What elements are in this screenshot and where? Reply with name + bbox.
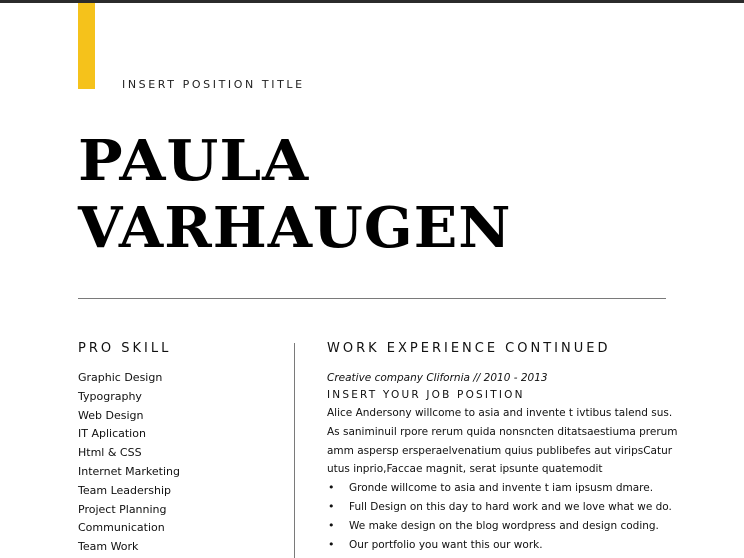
- skill-item: Communication: [78, 521, 165, 535]
- header-divider: [78, 298, 666, 299]
- skill-item: Typography: [78, 389, 142, 403]
- skill-item: Internet Marketing: [78, 464, 180, 478]
- accent-bar: [78, 3, 95, 89]
- name-first: PAULA: [78, 128, 310, 194]
- bullet-item: • We make design on the blog wordpress and design coding.: [327, 517, 687, 536]
- position-title: INSERT POSITION TITLE: [122, 78, 305, 91]
- skill-item: Graphic Design: [78, 371, 163, 384]
- description-line: utus inprio,Faccae magnit, serat ipsunte quatemodit: [327, 463, 603, 476]
- skill-item: IT Aplication: [78, 427, 146, 441]
- name-last: VARHAUGEN: [78, 195, 512, 261]
- skill-item: Web Design: [78, 408, 144, 422]
- skills-list: [78, 369, 180, 557]
- skill-item: Html & CSS: [78, 446, 142, 460]
- column-divider: [294, 343, 295, 558]
- work-heading: WORK EXPERIENCE CONTINUED: [327, 341, 611, 356]
- company-line: Creative company Clifornia // 2010 - 2013: [327, 372, 548, 384]
- description-line: As saniminuil rpore rerum quida nonsncten ditatsaestiuma prerum: [327, 425, 678, 438]
- top-border: [0, 0, 744, 3]
- skills-heading: PRO SKILL: [78, 341, 172, 356]
- bullet-item: • Full Design on this day to hard work and we love what we do.: [327, 498, 687, 517]
- job-title: INSERT YOUR JOB POSITION: [327, 389, 525, 401]
- bullet-item: • Our portfolio you want this our work.: [327, 536, 687, 555]
- skill-item: Team Leadership: [78, 483, 172, 497]
- work-experience: [327, 369, 687, 554]
- bullet-list: [327, 479, 687, 554]
- bullet-item: • Gronde willcome to asia and invente t iam ipsusm dmare.: [327, 479, 687, 498]
- skill-item: Project Planning: [78, 502, 167, 516]
- description-line: amm aspersp ersperaelvenatium quius publibefes aut viripsCatur: [327, 444, 673, 457]
- skill-item: Team Work: [78, 540, 139, 554]
- description-line: Alice Andersony willcome to asia and invente t ivtibus talend sus.: [327, 407, 673, 419]
